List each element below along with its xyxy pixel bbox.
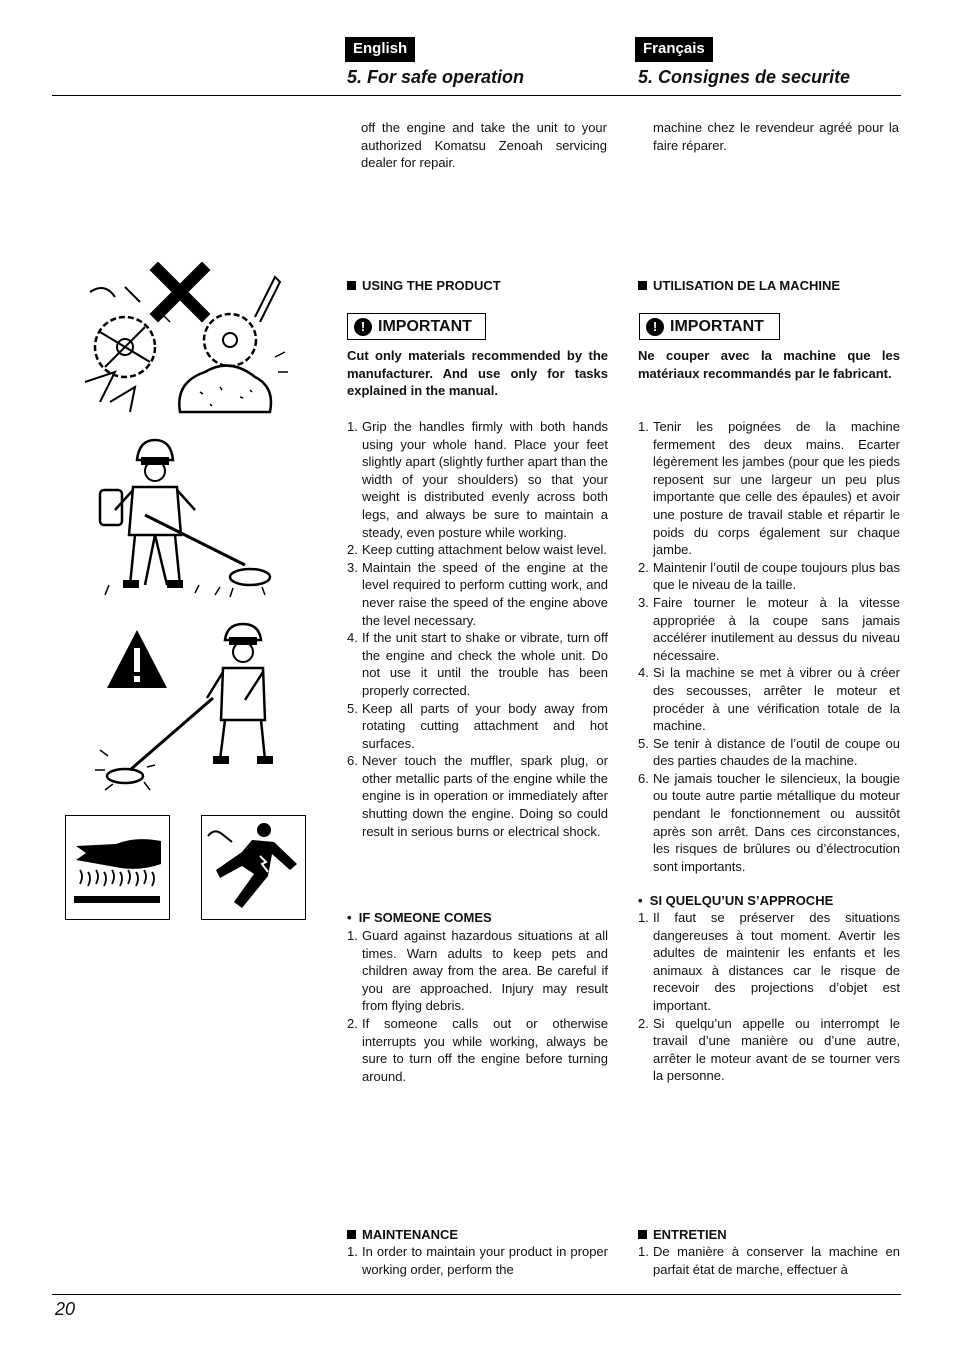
section-title-english: 5. For safe operation <box>347 67 525 87</box>
square-bullet-icon <box>347 281 356 290</box>
important-text-french: Ne couper avec la machine que les matériaux recommandés par le fabricant. <box>638 348 900 381</box>
someone-list-french <box>638 909 900 1085</box>
list-item: 6. Ne jamais toucher le silencieux, la bougie ou toute autre partie métallique du moteur pendant le fonctionnement ou aussitôt après son arrêt. Dans ces circonstances, les risques de brûlures ou d’électrocution sont importants. <box>638 770 900 874</box>
lang-tag-english: English <box>345 37 415 62</box>
square-bullet-icon <box>347 1230 356 1239</box>
page-number: 20 <box>55 1299 76 1319</box>
list-item: 5. Keep all parts of your body away from rotating cutting attachment and hot surfaces. <box>347 700 608 751</box>
heading-using-product-english: USING THE PRODUCT <box>347 277 501 294</box>
hot-surface-warning-icon <box>65 815 170 920</box>
square-bullet-icon <box>638 1230 647 1239</box>
header-rule <box>52 95 901 96</box>
list-item: 4. Si la machine se met à vibrer ou à créer des secousses, arrêter le moteur et procéder à une vérification totale de la machine. <box>638 665 900 734</box>
list-item: 1. Guard against hazardous situations at all times. Warn adults to keep pets and children away from the area. Be careful if you are approached. Injury may result from flying debris. <box>347 928 608 1014</box>
heading-if-someone-comes-english: • IF SOMEONE COMES <box>347 910 492 925</box>
exclamation-icon: ! <box>354 318 372 336</box>
list-item: 3. Faire tourner le moteur à la vitesse appropriée à la coupe sans jamais accélérer inutilement au dessus du niveau nécessaire. <box>638 594 900 663</box>
using-list-english <box>347 418 608 840</box>
list-item: 6. Never touch the muffler, spark plug, or other metallic parts of the engine while the engine is in operation or immediately after shutting down the engine. Doing so could result in serious burns or electrical shock. <box>347 753 608 839</box>
intro-text-french: machine chez le revendeur agréé pour la faire réparer. <box>653 120 899 153</box>
illustration-hazard-operation <box>95 620 275 795</box>
heading-if-someone-comes-french: • SI QUELQU’UN S’APPROCHE <box>638 893 834 908</box>
list-item: 2. Maintenir l’outil de coupe toujours plus bas que le niveau de la taille. <box>638 559 900 593</box>
list-item: 1. Grip the handles firmly with both hands using your whole hand. Place your feet slightly apart (slightly further apart than the width of your shoulders) so that your weight is distributed evenly across both legs, and always be sure to maintain a steady, even posture while working. <box>347 419 608 540</box>
heading-maintenance-french: ENTRETIEN <box>638 1226 727 1243</box>
list-item: 1. Il faut se préserver des situations dangereuses à tout moment. Avertir les adultes de maintenir les enfants et les animaux à distances car le risque de recevoir des projections d’objet est important. <box>638 910 900 1013</box>
section-title-french: 5. Consignes de securite <box>638 67 851 87</box>
list-item: 3. Maintain the speed of the engine at the level required to perform cutting work, and never raise the speed of the engine above the level necessary. <box>347 559 608 628</box>
important-box-french: ! IMPORTANT <box>639 313 780 340</box>
square-bullet-icon <box>638 281 647 290</box>
list-item: 1. In order to maintain your product in proper working order, perform the <box>347 1244 608 1277</box>
exclamation-icon: ! <box>646 318 664 336</box>
list-item: 2. Keep cutting attachment below waist level. <box>347 542 607 558</box>
someone-list-english <box>347 927 608 1085</box>
electric-shock-warning-icon <box>201 815 306 920</box>
lang-tag-french: Français <box>635 37 713 62</box>
list-item: 5. Se tenir à distance de l’outil de coupe ou des parties chaudes de la machine. <box>638 735 900 769</box>
maintenance-list-english <box>347 1243 608 1278</box>
list-item: 4. If the unit start to shake or vibrate, turn off the engine and check the whole unit. Do not use it until the trouble has been properly corrected. <box>347 630 608 698</box>
using-list-french <box>638 418 900 875</box>
list-item: 1. De manière à conserver la machine en parfait état de marche, effectuer à <box>638 1244 900 1277</box>
maintenance-list-french <box>638 1243 900 1278</box>
illustration-prohibited-materials <box>80 262 290 422</box>
list-item: 2. Si quelqu’un appelle ou interrompt le travail d’une manière ou d’une autre, arrêter le moteur avant de se tourner vers la personne. <box>638 1015 900 1084</box>
heading-maintenance-english: MAINTENANCE <box>347 1226 458 1243</box>
intro-text-english: off the engine and take the unit to your authorized Komatsu Zenoah servicing dealer for repair. <box>361 120 607 171</box>
illustration-operator-stance <box>95 435 275 600</box>
heading-using-product-french: UTILISATION DE LA MACHINE <box>638 277 840 294</box>
list-item: 1. Tenir les poignées de la machine fermement des deux mains. Ecarter légèrement les jambes (pour que les pieds reposent sur une largeur un peu plus importante que celle des épaules) et avoir une posture de travail stable et répartir le poids du corps également sur chaque jambe. <box>638 419 900 558</box>
important-text-english: Cut only materials recommended by the manufacturer. And use only for tasks explained in the manual. <box>347 348 608 399</box>
footer-rule <box>52 1294 901 1295</box>
important-box-english: ! IMPORTANT <box>347 313 486 340</box>
list-item: 2. If someone calls out or otherwise interrupts you while working, always be sure to turn off the engine before turning around. <box>347 1015 608 1084</box>
